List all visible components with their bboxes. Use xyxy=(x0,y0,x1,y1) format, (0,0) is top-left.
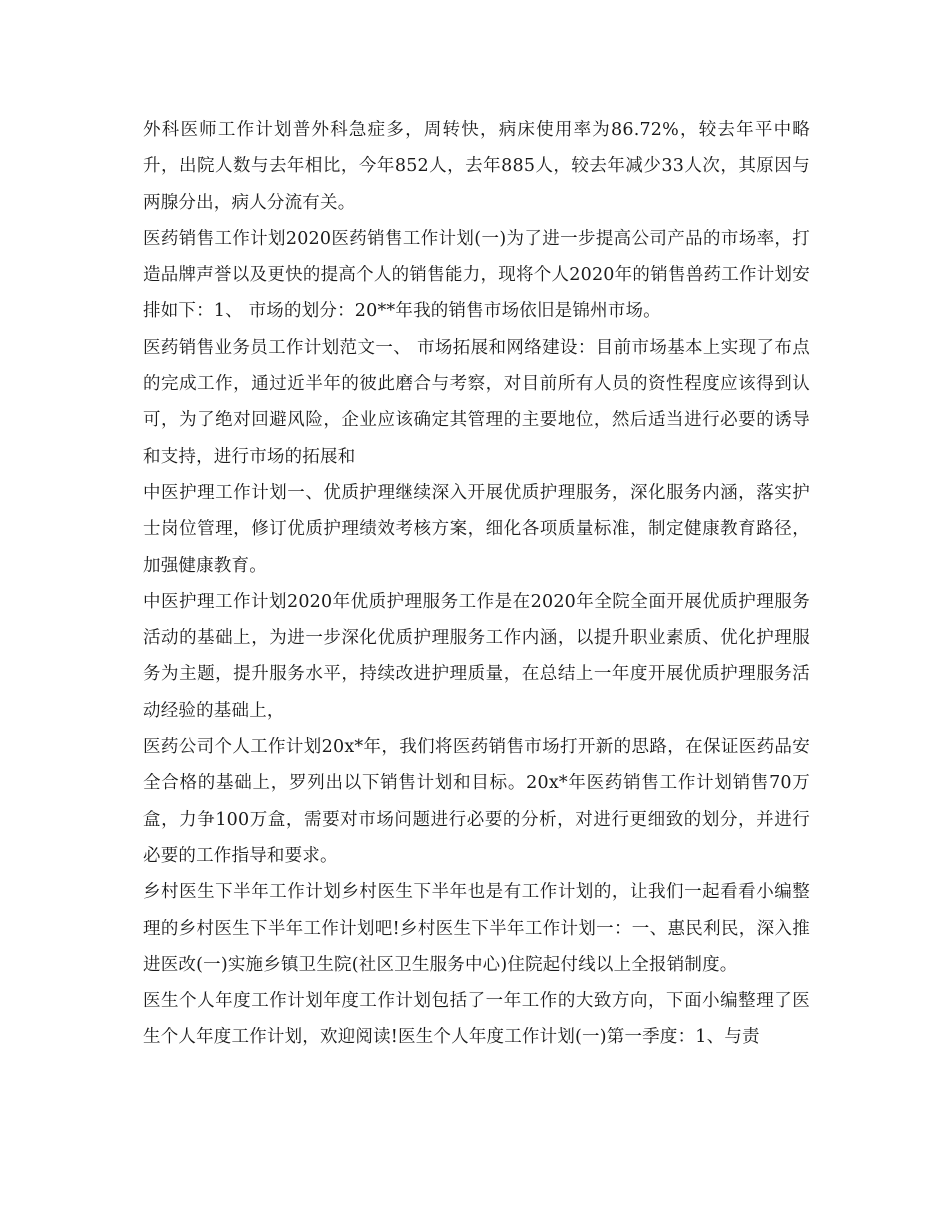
paragraph-pharma-company-plan: 医药公司个人工作计划20x*年，我们将医药销售市场打开新的思路，在保证医药品安全合格的基础上，罗列出以下销售计划和目标。20x*年医药销售工作计划销售70万盒，力争100万盒，需要对市场问题进行必要的分析，对进行更细致的划分，并进行必要的工作指导和要求。 xyxy=(143,737,810,866)
document-body xyxy=(143,112,810,1056)
paragraph-village-doctor-plan: 乡村医生下半年工作计划乡村医生下半年也是有工作计划的，让我们一起看看小编整理的乡村医生下半年工作计划吧!乡村医生下半年工作计划一：一、惠民利民，深入推进医改(一)实施乡镇卫生院(社区卫生服务中心)住院起付线以上全报销制度。 xyxy=(143,882,810,975)
paragraph-doctor-annual-plan: 医生个人年度工作计划年度工作计划包括了一年工作的大致方向，下面小编整理了医生个人年度工作计划，欢迎阅读!医生个人年度工作计划(一)第一季度：1、与责 xyxy=(143,991,810,1048)
paragraph-pharma-salesman-plan: 医药销售业务员工作计划范文一、 市场拓展和网络建设：目前市场基本上实现了布点的完成工作，通过近半年的彼此磨合与考察，对目前所有人员的资性程度应该得到认可，为了绝对回避风险，企业应该确定其管理的主要地位，然后适当进行必要的诱导和支持，进行市场的拓展和 xyxy=(143,337,810,467)
paragraph-tcm-nursing-plan: 中医护理工作计划一、优质护理继续深入开展优质护理服务，深化服务内涵，落实护士岗位管理，修订优质护理绩效考核方案，细化各项质量标准，制定健康教育路径，加强健康教育。 xyxy=(143,482,810,576)
paragraph-surgeon-plan: 外科医师工作计划普外科急症多，周转快，病床使用率为86.72%，较去年平中略升，出院人数与去年相比，今年852人，去年885人，较去年减少33人次，其原因与两腺分出，病人分流有关。 xyxy=(143,120,810,213)
paragraph-pharma-sales-plan: 医药销售工作计划2020医药销售工作计划(一)为了进一步提高公司产品的市场率，打造品牌声誉以及更快的提高个人的销售能力，现将个人2020年的销售兽药工作计划安排如下：1、 市场的划分：20**年我的销售市场依旧是锦州市场。 xyxy=(143,228,810,322)
paragraph-tcm-nursing-plan-2020: 中医护理工作计划2020年优质护理服务工作是在2020年全院全面开展优质护理服务活动的基础上，为进一步深化优质护理服务工作内涵，以提升职业素质、优化护理服务为主题，提升服务水平，持续改进护理质量，在总结上一年度开展优质护理服务活动经验的基础上， xyxy=(143,591,810,721)
